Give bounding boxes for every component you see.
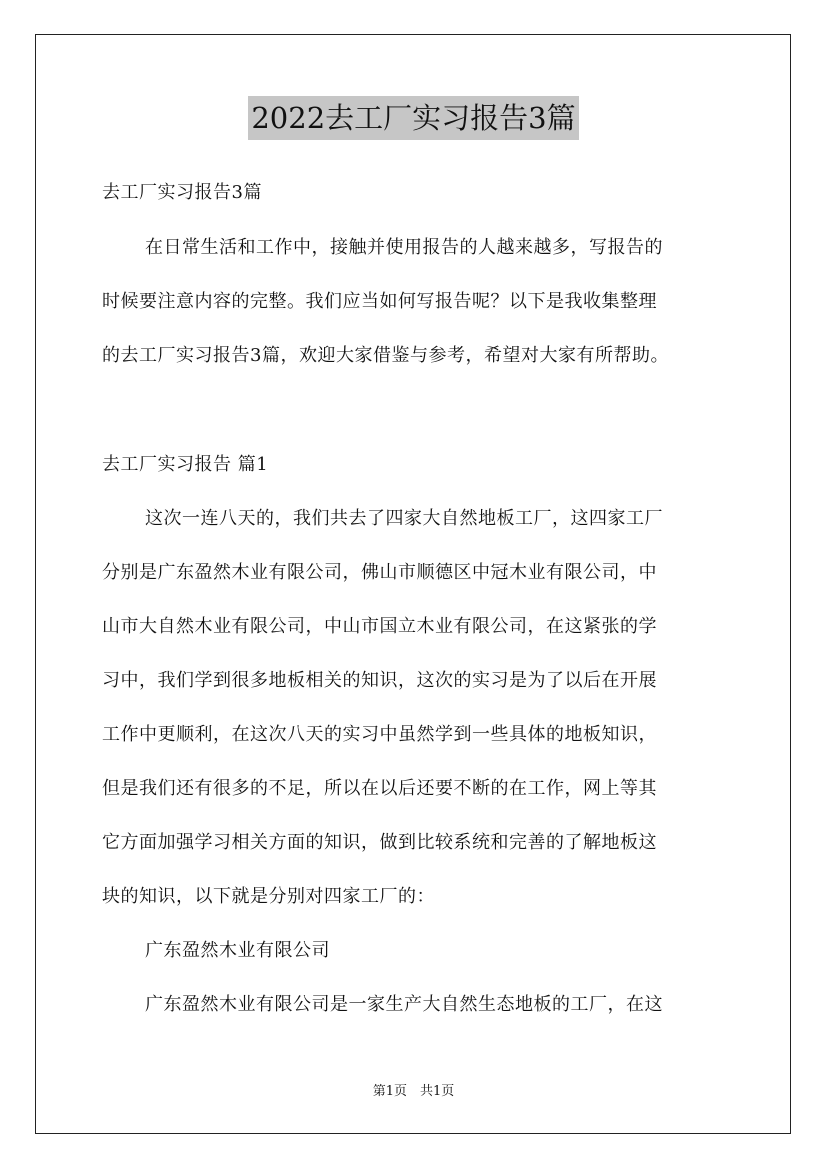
body-line: 广东盈然木业有限公司是一家生产大自然生态地板的工厂，在这: [145, 994, 663, 1015]
intro-line: 时候要注意内容的完整。我们应当如何写报告呢？以下是我收集整理: [102, 291, 657, 312]
body-line: 山市大自然木业有限公司，中山市国立木业有限公司，在这紧张的学: [102, 616, 657, 637]
document-subtitle: 去工厂实习报告3篇: [102, 182, 262, 203]
body-line: 块的知识，以下就是分别对四家工厂的：: [102, 886, 435, 907]
body-line: 分别是广东盈然木业有限公司，佛山市顺德区中冠木业有限公司，中: [102, 562, 657, 583]
title-container: [0, 96, 827, 140]
intro-line: 在日常生活和工作中，接触并使用报告的人越来越多，写报告的: [145, 237, 663, 258]
body-line: 但是我们还有很多的不足，所以在以后还要不断的在工作，网上等其: [102, 778, 657, 799]
section-heading: 去工厂实习报告 篇1: [102, 454, 269, 475]
body-line: 习中，我们学到很多地板相关的知识，这次的实习是为了以后在开展: [102, 670, 657, 691]
body-line: 这次一连八天的，我们共去了四家大自然地板工厂，这四家工厂: [145, 508, 663, 529]
company-heading: 广东盈然木业有限公司: [145, 940, 330, 961]
intro-line: 的去工厂实习报告3篇，欢迎大家借鉴与参考，希望对大家有所帮助。: [102, 345, 669, 366]
document-title: 2022去工厂实习报告3篇: [248, 96, 578, 140]
page-number: 第1页 共1页: [372, 1084, 455, 1099]
body-line: 工作中更顺利，在这次八天的实习中虽然学到一些具体的地板知识，: [102, 724, 657, 745]
body-line: 它方面加强学习相关方面的知识，做到比较系统和完善的了解地板这: [102, 832, 657, 853]
